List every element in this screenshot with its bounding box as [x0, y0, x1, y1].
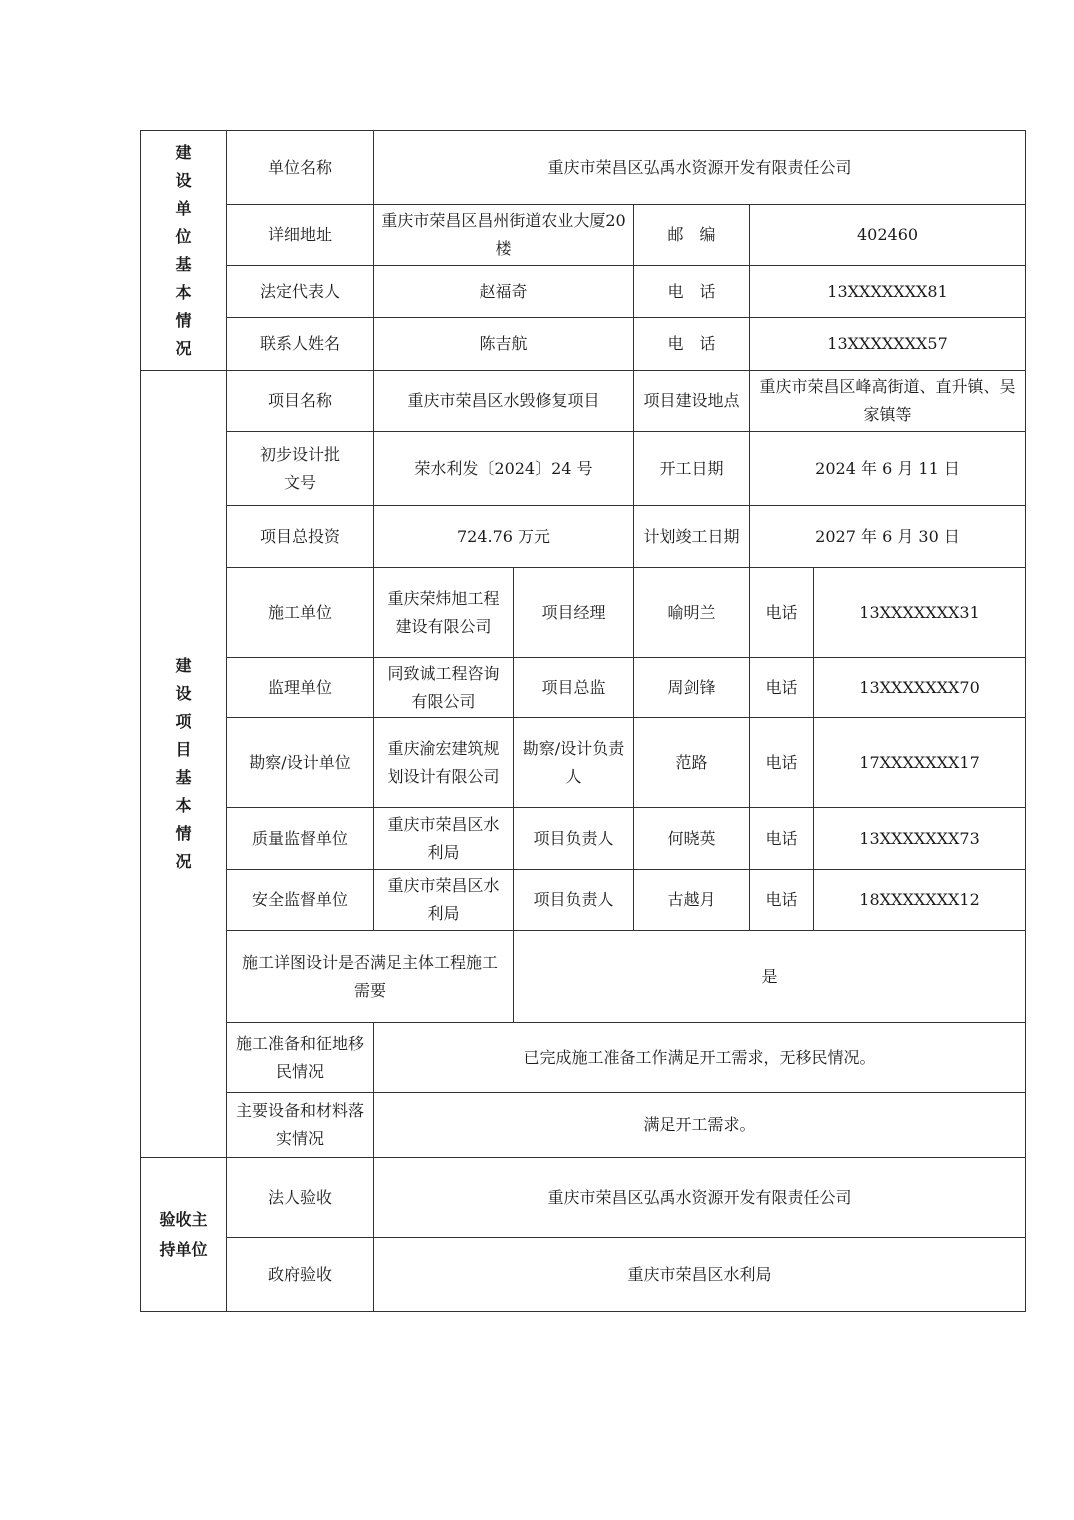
- prep-condition-row: [141, 1023, 1026, 1093]
- section-acceptance: [141, 1158, 227, 1312]
- approval-row: [141, 432, 1026, 506]
- unit-name-row: [141, 131, 1026, 205]
- project-name-value: 重庆市荣昌区水毁修复项目: [374, 371, 634, 432]
- design-condition-value: 是: [514, 931, 1026, 1023]
- project-location-label: 项目建设地点: [634, 371, 750, 432]
- party-phone: 13XXXXXXX70: [814, 658, 1026, 718]
- legal-rep-value: 赵福奇: [374, 266, 634, 318]
- gov-acceptance-value: 重庆市荣昌区水利局: [374, 1238, 1026, 1312]
- legal-rep-phone-label: 电 话: [634, 266, 750, 318]
- party-org: 重庆市荣昌区水利局: [374, 808, 514, 870]
- party-person: 周剑锋: [634, 658, 750, 718]
- legal-acceptance-label: 法人验收: [227, 1158, 374, 1238]
- party-org: 重庆市荣昌区水利局: [374, 870, 514, 931]
- project-info-form: [140, 130, 1026, 1312]
- party-title: 勘察/设计负责人: [514, 718, 634, 808]
- party-role: 施工单位: [227, 568, 374, 658]
- party-role: 勘察/设计单位: [227, 718, 374, 808]
- party-title: 项目负责人: [514, 808, 634, 870]
- contact-label: 联系人姓名: [227, 318, 374, 371]
- design-condition-label: 施工详图设计是否满足主体工程施工需要: [227, 931, 514, 1023]
- party-row: [141, 808, 1026, 870]
- party-person: 古越月: [634, 870, 750, 931]
- contact-row: [141, 318, 1026, 371]
- party-row: [141, 568, 1026, 658]
- completion-date-label: 计划竣工日期: [634, 506, 750, 568]
- address-label: 详细地址: [227, 205, 374, 266]
- gov-acceptance-label: 政府验收: [227, 1238, 374, 1312]
- approval-label: 初步设计批文号: [227, 432, 374, 506]
- party-phone: 17XXXXXXX17: [814, 718, 1026, 808]
- party-org: 重庆荣炜旭工程建设有限公司: [374, 568, 514, 658]
- design-condition-row: [141, 931, 1026, 1023]
- unit-name-value: 重庆市荣昌区弘禹水资源开发有限责任公司: [374, 131, 1026, 205]
- party-role: 质量监督单位: [227, 808, 374, 870]
- party-phone: 13XXXXXXX31: [814, 568, 1026, 658]
- legal-rep-phone: 13XXXXXXX81: [750, 266, 1026, 318]
- start-date-label: 开工日期: [634, 432, 750, 506]
- unit-name-label: 单位名称: [227, 131, 374, 205]
- party-person: 喻明兰: [634, 568, 750, 658]
- party-row: [141, 870, 1026, 931]
- party-phone-label: 电话: [750, 808, 814, 870]
- party-phone-label: 电话: [750, 718, 814, 808]
- party-phone-label: 电话: [750, 658, 814, 718]
- investment-row: [141, 506, 1026, 568]
- section-acceptance-label: 验收主持单位: [159, 1209, 208, 1259]
- start-date-value: 2024 年 6 月 11 日: [750, 432, 1026, 506]
- party-phone: 18XXXXXXX12: [814, 870, 1026, 931]
- party-title: 项目负责人: [514, 870, 634, 931]
- party-title: 项目经理: [514, 568, 634, 658]
- investment-value: 724.76 万元: [374, 506, 634, 568]
- contact-phone: 13XXXXXXX57: [750, 318, 1026, 371]
- section-project-label: 建设项目基本情况: [175, 656, 192, 871]
- legal-rep-row: [141, 266, 1026, 318]
- contact-phone-label: 电 话: [634, 318, 750, 371]
- party-person: 范路: [634, 718, 750, 808]
- legal-acceptance-row: [141, 1158, 1026, 1238]
- completion-date-value: 2027 年 6 月 30 日: [750, 506, 1026, 568]
- legal-rep-label: 法定代表人: [227, 266, 374, 318]
- approval-value: 荣水利发〔2024〕24 号: [374, 432, 634, 506]
- prep-condition-value: 已完成施工准备工作满足开工需求，无移民情况。: [374, 1023, 1026, 1093]
- section-unit-info: [141, 131, 227, 371]
- project-name-row: [141, 371, 1026, 432]
- section-project-info: [141, 371, 227, 1158]
- party-row: [141, 658, 1026, 718]
- party-role: 安全监督单位: [227, 870, 374, 931]
- equipment-condition-value: 满足开工需求。: [374, 1093, 1026, 1158]
- postcode-value: 402460: [750, 205, 1026, 266]
- party-role: 监理单位: [227, 658, 374, 718]
- equipment-condition-label: 主要设备和材料落实情况: [227, 1093, 374, 1158]
- party-org: 同致诚工程咨询有限公司: [374, 658, 514, 718]
- party-row: [141, 718, 1026, 808]
- project-name-label: 项目名称: [227, 371, 374, 432]
- section-unit-label: 建设单位基本情况: [175, 142, 192, 358]
- postcode-label: 邮 编: [634, 205, 750, 266]
- legal-acceptance-value: 重庆市荣昌区弘禹水资源开发有限责任公司: [374, 1158, 1026, 1238]
- party-phone-label: 电话: [750, 568, 814, 658]
- investment-label: 项目总投资: [227, 506, 374, 568]
- contact-value: 陈吉航: [374, 318, 634, 371]
- gov-acceptance-row: [141, 1238, 1026, 1312]
- unit-address-row: [141, 205, 1026, 266]
- project-location-value: 重庆市荣昌区峰高街道、直升镇、吴家镇等: [750, 371, 1026, 432]
- prep-condition-label: 施工准备和征地移民情况: [227, 1023, 374, 1093]
- party-phone-label: 电话: [750, 870, 814, 931]
- party-phone: 13XXXXXXX73: [814, 808, 1026, 870]
- equipment-condition-row: [141, 1093, 1026, 1158]
- party-title: 项目总监: [514, 658, 634, 718]
- address-value: 重庆市荣昌区昌州街道农业大厦20楼: [374, 205, 634, 266]
- party-person: 何晓英: [634, 808, 750, 870]
- party-org: 重庆渝宏建筑规划设计有限公司: [374, 718, 514, 808]
